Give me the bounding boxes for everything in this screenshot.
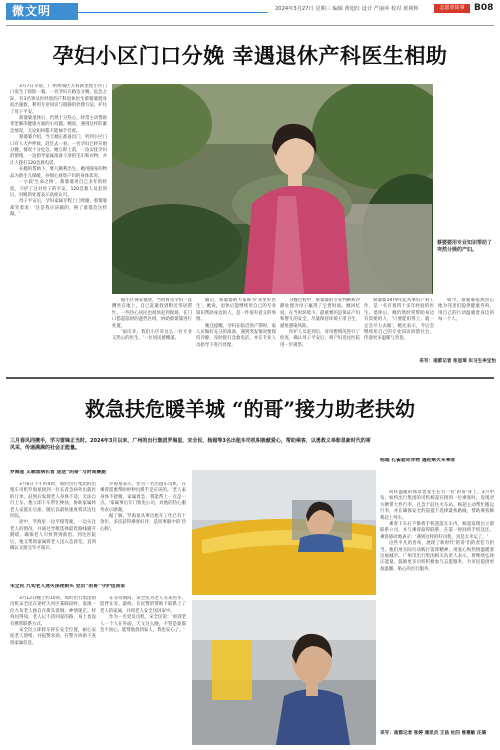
page-number: B08 [474,3,494,13]
story2-headline: 救急扶危暖羊城 “的哥”接力助老扶幼 [85,397,415,421]
driver-photo-portrait [192,600,376,745]
story2-lede: 三月春风同携手，学习雷锋正当时。2024年3月以来，广州的出行集团罗海星、宋全民、杨超等3名出租车司机积极献爱心，帮助乘客，以勇救义举彰显新时代的哥风采，传递满满的社会正能量。 [10,438,371,452]
paragraph: 如今，蔡婆婆依然热心地为邻里们提供健康咨询，用自己的行动温暖着身边的每一个人。 [438,298,494,323]
paragraph: 据小区保安描述，当时看见孕妇一直蹲坐在地上，自己赶紧找到附近邻居帮忙，一些热心居民也很快赶到现场，在门口搭起临时的遮挡区域，协助蔡婆婆进行处置。 [112,298,192,329]
paragraph: 医护人员赶到后，对母婴情况进行了检查，确认母子平安后，将产妇送往医院进一步观察。 [280,330,360,348]
paragraph: '很庆幸，我们小区有这么一位专业又热心的医生。'一位居民感慨道。 [112,330,192,342]
paragraph: 在等待期间，宋全民为老人买来热水，陪伴在旁。最终，在民警的帮助下联系上了老人的家属，并将老人安全送回家中。 [100,596,186,614]
paragraph: 3月6日下午约4时，如约出行集团的出租车司机罗海星接到一位长者急病外出就医的订单，赶到后发现老人身体不适，无法自行上车。他立即下车帮忙搀扶，协助家属将老人安置在后座，随后以最快速度将其送往医院。 [10,482,96,520]
story-divider [6,377,494,379]
story2-a-column-2 [100,482,186,578]
page-header [0,0,500,24]
paragraph: 宋全民立即将车停在安全位置，耐心安抚老人情绪，并报警求助，在警方协助下查找家属信息。 [10,628,96,646]
story2-subhead-2 [10,584,188,592]
paragraph: 分娩过程中，蔡婆婆的专业判断和冷静处理为母子赢得了宝贵时间。她回忆说，在当时环境下，最重要的是保证产妇和婴儿的安全，尽量保持环境干净卫生，避免感染风险。 [280,298,360,329]
paragraph: 母子平安后，孕妇家属专程上门致谢，蔡婆婆却笑着说：'这是我应该做的，换了谁都会这样做。' [10,199,107,218]
paragraph: 据了解，罗海星从事出租车工作已有十余年，多次获得乘客好评，是同事眼中的'热心肠'。 [100,514,186,532]
logo-underline [78,12,268,13]
story2-b-column-2 [100,596,186,744]
story1-credit: 采写：南都记者 张思琦 实习生李宝怡 [419,359,496,364]
paragraph: 3月12日晚上约10时，如约出行集团的司机宋全民在途经天河区某路段时，发现一位九旬老人独自在街头徘徊，神情迷茫。经询问得知，老人记不清回家的路，身上也没有携带联系方式。 [10,596,96,627]
subhead: 杨超 孔雀装奇异物 遇赶乘火车乘客 [380,458,456,463]
paragraph: 3月7日早晨，广州黄埔区万科新里程小区门口发生了惊险一幕，一名孕妇在路边分娩，危急之际，有3名事从医经验的产科退休医生蔡婆婆挺身而出施救，利用专业知识与镇静的处理方法，护住了母子平安。 [10,84,107,115]
subhead: 宋全民 九旬老人迷失深夜街头 党员“的哥”守护送回家 [10,584,126,589]
story1-column-2 [112,298,192,368]
paragraph: 乘客下车后不慎将手机遗落在车内，杨超发现后立即联系公司，并与乘客取得联系，在第一时间将手机送还。乘客感动地表示：'遇到这样的好司机，真是太幸运了。' [380,522,494,540]
paragraph: 一小段'生命之桥'，蔡婆婆用自己多年的经验，守护了这对母子的平安。120急救人员赶到后，对她的处置表示高度认可。 [10,180,107,198]
issue-meta: 2024年3月27日 星期三 编辑 黄旭红 设计 严丽萍 校对 黄利辉 [275,6,419,12]
story2-credit: 采写：南都记者 张婷 通讯员 王昌 杜四 曾惠敏 汪婧 [380,731,487,736]
paragraph: 蔡婆婆1979年起从事妇产科工作，是一名有着四十多年经验的医生。退休后，她仍然时常帮助身边有需要的人，'只要能用得上，就一定会尽力去做'。她还表示，今后会继续用自己的专业知识回馈社会，传递更多温暖与善意。 [364,298,434,342]
driver-photo-taxi [192,470,376,595]
story2-c-column [380,490,494,730]
paragraph: 在她的帮助下，婴儿顺利出生。她用随身的物品为新生儿保暖，并细心观察产妇的身体状况。 [10,167,107,179]
story1-column-1 [10,84,107,368]
paragraph: 这些平凡的善举，展现了新时代'的哥'们的责任与担当。他们用实际行动践行雷锋精神，用爱心和热情温暖着这座城市。广州市出行集团相关负责人表示，将继续弘扬正能量，鼓励更多司机积极参与志愿服务，为市民提供更加温馨、贴心的出行服务。 [380,541,494,572]
paragraph: 作为一名党员司机，宋全民说：'看到老人一个人在外面，天又这么晚，不管是谁都会不放心。能帮他找到家人，我也安心了。' [100,615,186,634]
story1-photo-caption: 蔡婆婆用专业知识帮助了突然分娩的产妇。 [437,240,493,253]
paragraph: 随后，蔡婆婆被大家称为'邻里好医生'。她说，退休后能继续用自己的专业知识帮助身边的人，是一件很有意义的事情。 [196,298,276,323]
story2-subhead-1 [10,470,188,478]
story1-column-4 [280,298,360,368]
subhead: 罗海星 义载急病长者 迎送“的哥”与时间赛跑 [10,470,106,475]
story2-b-column-1 [10,596,96,744]
story1-photo [112,84,433,294]
section-tag: 志愿者故事 [434,4,470,13]
paragraph: 途中，罗海星一边平稳驾驶，一边关注老人的情况，并通过导航选择最优路线避开拥堵，确保老人尽快得到救治。到达医院后，他又帮助家属将老人送入急诊室，直到确认交接完毕才离开。 [10,520,96,552]
paragraph: 蔡婆婆退休后，仍然十分热心，经常主动帮助邻里解决健康方面的小问题。她说，遇到这样的紧急情况，无论如何都不能袖手旁观。 [10,116,107,134]
paragraph: 她还提醒，孕妇在临近预产期时，家人应做好充分的准备，遇到突发情况要保持冷静，及时拨打急救电话，并在专业人员指导下进行处理。 [196,323,276,348]
story1-headline: 孕妇小区门口分娩 幸遇退休产科医生相助 [52,43,448,68]
section-logo: 微文明 [6,3,78,20]
story1-column-6 [438,298,494,342]
header-rule [6,25,494,26]
paragraph: 罗海星表示，作为一名出租车司机，在乘客需要帮助时伸出援手是应该的。'老人家身体不舒服，家属着急，我能帮上一点是一点。'家属事后专门致电公司，对他的热心服务表示感谢。 [100,482,186,513]
paragraph: 同样温暖的场景也发生在另一位'的哥'身上。3月中旬，如约出行集团的司机杨超在接到一位乘客时，发现对方携带大件行李，且急于赶往火车站。杨超主动帮忙搬运行李，并在确保安全的前提下选择最快路线，帮助乘客顺利赶上列车。 [380,490,494,521]
paragraph: 蔡婆婆介绍，当天她正准备出门，听到小区门口有人大声呼救，赶过去一看，一名孕妇已经开始分娩，情况十分危急。她立即上前，一边安抚孕妇的情绪，一边指导家属准备干净的毛巾和衣物，并让人拨打120急救电话。 [10,135,107,166]
story2-subhead-3 [380,458,494,466]
story2-a-column-1 [10,482,96,578]
story1-column-3 [196,298,276,368]
